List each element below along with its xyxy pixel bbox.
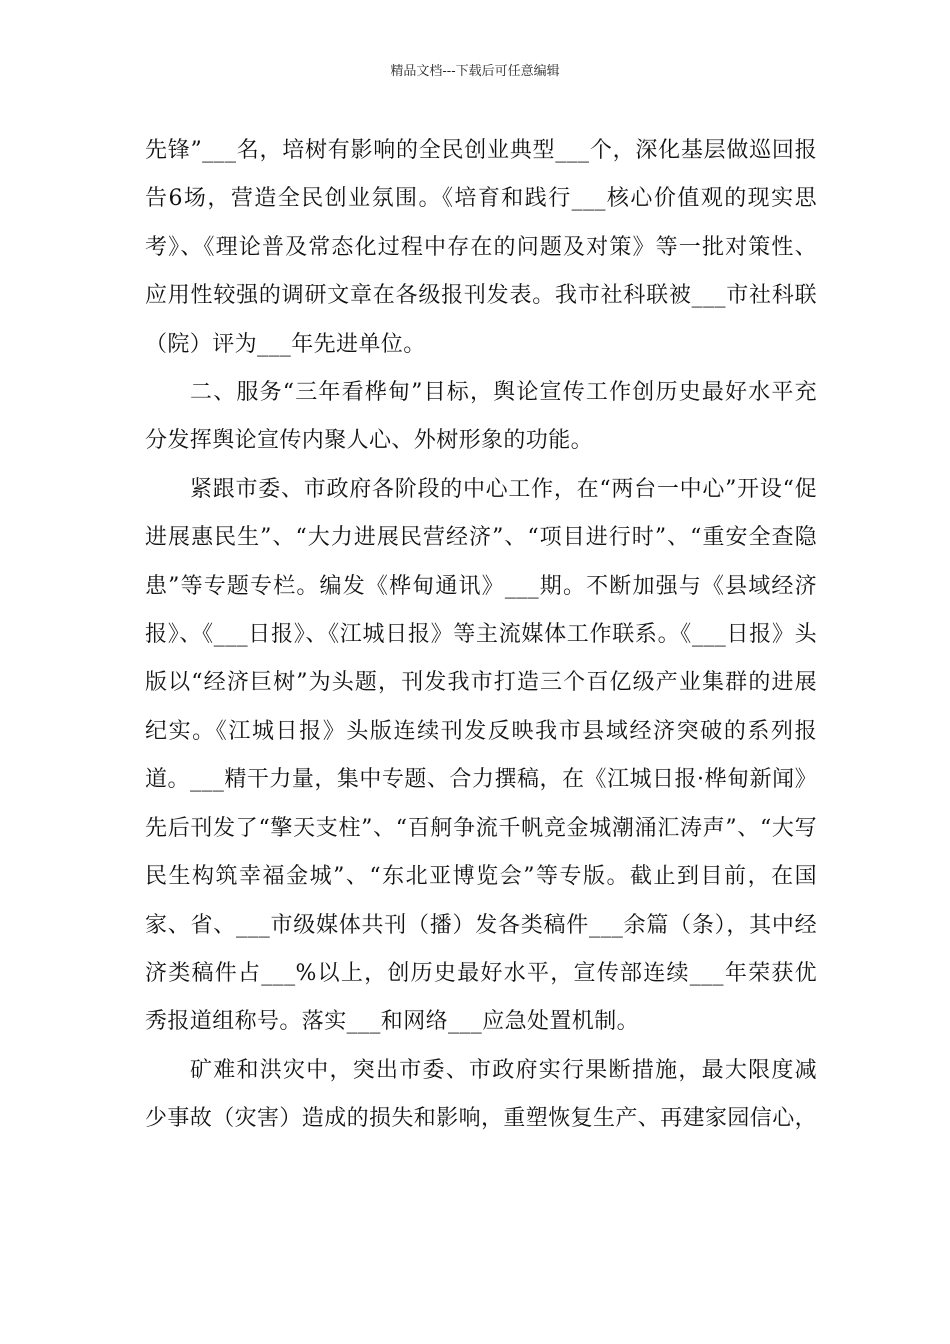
document-body <box>145 127 817 1144</box>
paragraph-1: 先锋”___名，培树有影响的全民创业典型___个，深化基层做巡回报告6场，营造全民创业氛围。《培育和践行___核心价值观的现实思考》、《理论普及常态化过程中存在的问题及对策》等一批对策性、应用性较强的调研文章在各级报刊发表。我市社科联被___市社科联（院）评为___年先进单位。 <box>145 138 817 357</box>
paragraph-2: 二、服务“三年看桦甸”目标，舆论宣传工作创历史最好水平充分发挥舆论宣传内聚人心、外树形象的功能。 <box>145 380 817 454</box>
paragraph-3: 紧跟市委、市政府各阶段的中心工作，在“两台一中心”开设“促进展惠民生”、“大力进展民营经济”、“项目进行时”、“重安全查隐患”等专题专栏。编发《桦甸通讯》___期。不断加强与《县域经济报》、《___日报》、《江城日报》等主流媒体工作联系。《___日报》头版以“经济巨树”为头题，刊发我市打造三个百亿级产业集群的进展纪实。《江城日报》头版连续刊发反映我市县域经济突破的系列报道。___精干力量，集中专题、合力撰稿，在《江城日报·桦甸新闻》先后刊发了“擎天支柱”、“百舸争流千帆竞金城潮涌汇涛声”、“大写民生构筑幸福金城”、“东北亚博览会”等专版。截止到目前，在国家、省、___市级媒体共刊（播）发各类稿件___余篇（条），其中经济类稿件占___%以上，创历史最好水平，宣传部连续___年荣获优秀报道组称号。落实___和网络___应急处置机制。 <box>145 476 817 1035</box>
paragraph-4: 矿难和洪灾中，突出市委、市政府实行果断措施，最大限度减少事故（灾害）造成的损失和影响，重塑恢复生产、再建家园信心， <box>145 1057 818 1132</box>
page-header: 精品文档---下载后可任意编辑 <box>390 64 560 79</box>
